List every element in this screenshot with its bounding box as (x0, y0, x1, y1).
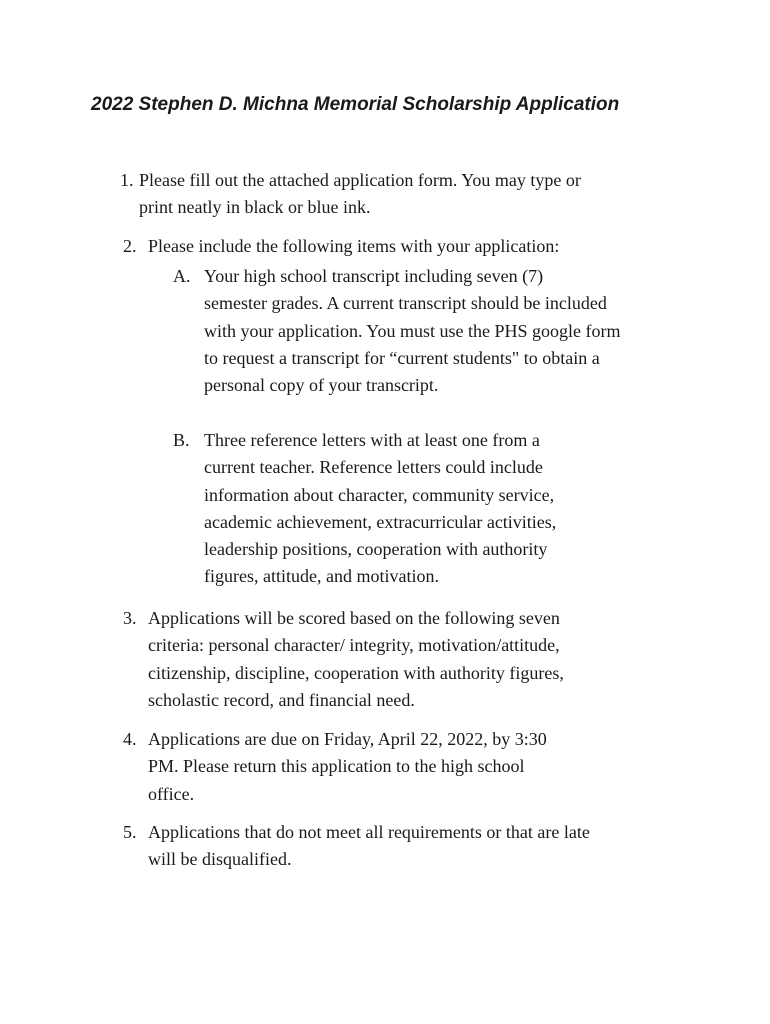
sub-item-letter: B. (173, 430, 190, 450)
item-number: 3. (123, 608, 137, 628)
list-item-1 (120, 167, 680, 222)
list-item-2 (123, 233, 683, 260)
page-title: 2022 Stephen D. Michna Memorial Scholarship Application (91, 94, 620, 115)
item-number: 5. (123, 822, 137, 842)
item-text: Please include the following items with your application: (148, 236, 560, 256)
sub-item-b (173, 427, 673, 591)
item-text: Applications will be scored based on the following seven criteria: personal character/ integrity, motivation/attitude, citizenship, discipline, cooperation with authority figures, scholastic record, and financial need. (148, 608, 564, 710)
item-number: 1. (120, 170, 134, 190)
list-item-3 (123, 605, 683, 714)
sub-item-a (173, 263, 673, 399)
sub-item-letter: A. (173, 266, 191, 286)
item-text: Applications are due on Friday, April 22, 2022, by 3:30 PM. Please return this application to the high school office. (148, 729, 547, 804)
list-item-4 (123, 726, 683, 808)
item-text: Please fill out the attached application form. You may type or print neatly in black or blue ink. (139, 170, 581, 218)
sub-item-text: Your high school transcript including seven (7) semester grades. A current transcript should be included with your application. You must use the PHS google form to request a transcript for “current students" to obtain a personal copy of your transcript. (204, 266, 621, 396)
item-text: Applications that do not meet all requirements or that are late will be disqualified. (148, 822, 590, 870)
sub-item-text: Three reference letters with at least one from a current teacher. Reference letters could include information about character, community service, academic achievement, extracurricular activities, leadership positions, cooperation with authority figures, attitude, and motivation. (204, 430, 557, 587)
item-number: 4. (123, 729, 137, 749)
list-item-5 (123, 819, 683, 874)
item-number: 2. (123, 236, 137, 256)
